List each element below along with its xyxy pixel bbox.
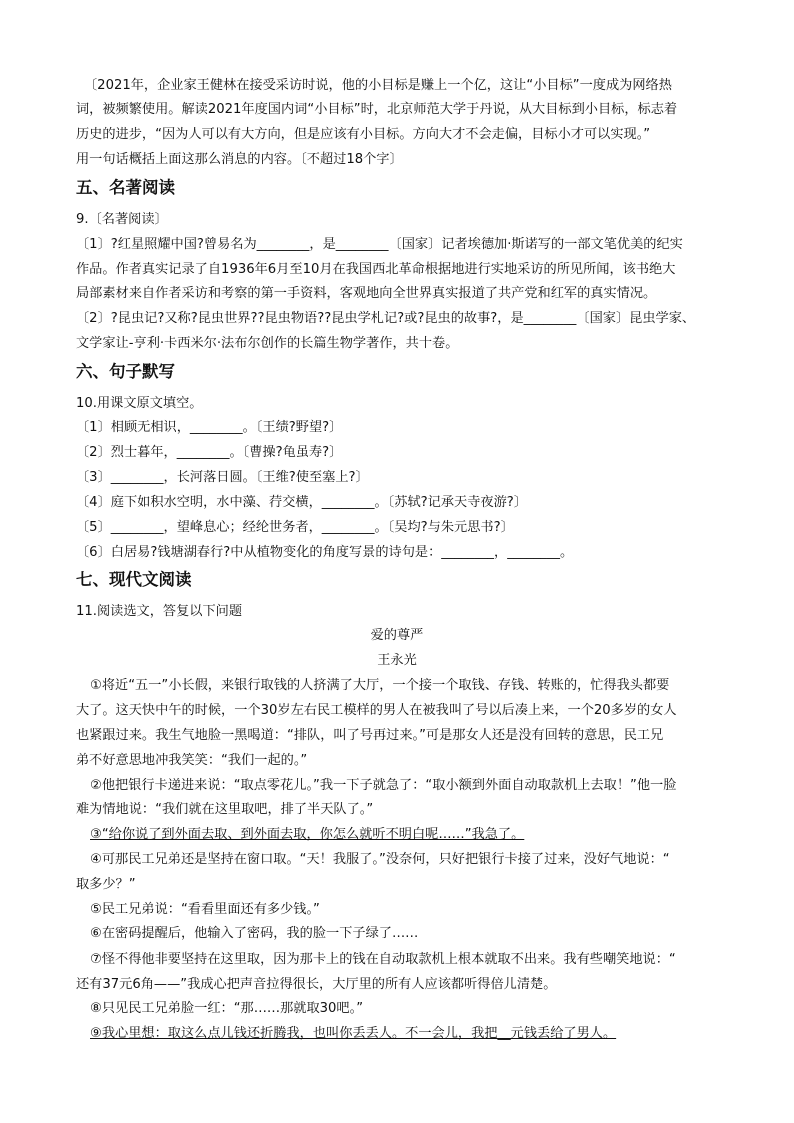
p7-line-2: 还有37元6角——”我成心把声音拉得很长，大厅里的所有人应该都听得倍儿清楚。 xyxy=(76,977,557,992)
q9-line-5: 文学家让-亨利·卡西米尔·法布尔创作的长篇生物学著作，共十卷。 xyxy=(76,336,459,351)
q9-line-2: 作品。作者真实记录了自1936年6月至10月在我国西北革命根据地进行实地采访的所见所闻，该书绝大 xyxy=(76,262,676,277)
article-author: 王永光 xyxy=(377,653,417,668)
question-10-title: 10.用课文原文填空。 xyxy=(76,396,203,411)
p8-line: ⑧只见民工兄弟脸一红：“那……那就取30吧。” xyxy=(90,1001,364,1016)
p6-line: ⑥在密码提醒后，他输入了密码，我的脸一下子绿了…… xyxy=(90,926,419,941)
q9-line-4: 〔2〕?昆虫记?又称?昆虫世界??昆虫物语??昆虫学札记?或?昆虫的故事?，是________〔国家〕昆虫学家、 xyxy=(76,311,696,326)
intro-line-1: 〔2021年，企业家王健林在接受采访时说，他的小目标是赚上一个亿，这让“小目标”一度成为网络热 xyxy=(84,78,672,93)
p1-line-4: 弟不好意思地冲我笑笑：“我们一起的。” xyxy=(76,753,308,768)
article-title: 爱的尊严 xyxy=(370,628,424,643)
q10-line-6: 〔6〕白居易?钱塘湖春行?中从植物变化的角度写景的诗句是：________，________。 xyxy=(76,545,574,560)
p7-line-1: ⑦怪不得他非要坚持在这里取，因为那卡上的钱在自动取款机上根本就取不出来。我有些嘲笑地说：“ xyxy=(90,952,676,967)
q10-line-3: 〔3〕________，长河落日圆。〔王维?使至塞上?〕 xyxy=(76,470,369,485)
intro-line-2: 词，被频繁使用。解读2021年度国内词“小目标”时，北京师范大学于丹说，从大目标到小目标，标志着 xyxy=(76,102,678,117)
p5-line: ⑤民工兄弟说：“看看里面还有多少钱。” xyxy=(90,902,320,917)
section-5-heading: 五、名著阅读 xyxy=(76,178,175,197)
p4-line-1: ④可那民工兄弟还是坚持在窗口取。“天！我服了。”没奈何，只好把银行卡接了过来，没好气地说：“ xyxy=(90,852,670,867)
q10-line-4: 〔4〕庭下如积水空明，水中藻、荇交横，________。〔苏轼?记承天寺夜游?〕 xyxy=(76,495,527,510)
question-11-title: 11.阅读选文，答复以下问题 xyxy=(76,604,243,619)
p4-line-2: 取多少？” xyxy=(76,877,136,892)
section-7-heading: 七、现代文阅读 xyxy=(76,570,192,589)
p1-line-1: ①将近“五一”小长假，来银行取钱的人挤满了大厅，一个接一个取钱、存钱、转账的，忙得我头都要 xyxy=(90,678,670,693)
section-6-heading: 六、句子默写 xyxy=(76,362,175,381)
intro-line-4: 用一句话概括上面这那么消息的内容。〔不超过18个字〕 xyxy=(76,152,403,167)
q10-line-1: 〔1〕相顾无相识，________。〔王绩?野望?〕 xyxy=(76,420,343,435)
p1-line-2: 大了。这天快中午的时候，一个30岁左右民工模样的男人在被我叫了号以后凑上来，一个20多岁的女人 xyxy=(76,703,677,718)
p3-line-underlined: ③“给你说了到外面去取、到外面去取，你怎么就听不明白呢……”我急了。 xyxy=(90,827,525,842)
question-9-title: 9.〔名著阅读〕 xyxy=(76,212,168,227)
q9-line-3: 局部素材来自作者采访和考察的第一手资料，客观地向全世界真实报道了共产党和红军的真实情况。 xyxy=(76,286,657,301)
p9-line-underlined: ⑨我心里想：取这么点儿钱还折腾我，也叫你丢丢人。不一会儿，我把__元钱丢给了男人。 xyxy=(90,1026,617,1041)
p2-line-2: 难为情地说：“我们就在这里取吧，排了半天队了。” xyxy=(76,802,374,817)
p2-line-1: ②他把银行卡递进来说：“取点零花儿。”我一下子就急了：“取小额到外面自动取款机上去取！”他一脸 xyxy=(90,778,677,793)
q9-line-1: 〔1〕?红星照耀中国?曾易名为________，是________〔国家〕记者埃德加·斯诺写的一部文笔优美的纪实 xyxy=(76,237,683,252)
p1-line-3: 也紧跟过来。我生气地脸一黑喝道：“排队，叫了号再过来。”可是那女人还是没有回转的意思，民工兄 xyxy=(76,728,664,743)
q10-line-5: 〔5〕________，望峰息心；经纶世务者，________。〔吴均?与朱元思书?〕 xyxy=(76,520,514,535)
intro-line-3: 历史的进步，“因为人可以有大方向，但是应该有小目标。方向大才不会走偏，目标小才可以实现。” xyxy=(76,127,651,142)
q10-line-2: 〔2〕烈士暮年，________。〔曹操?龟虽寿?〕 xyxy=(76,445,343,460)
